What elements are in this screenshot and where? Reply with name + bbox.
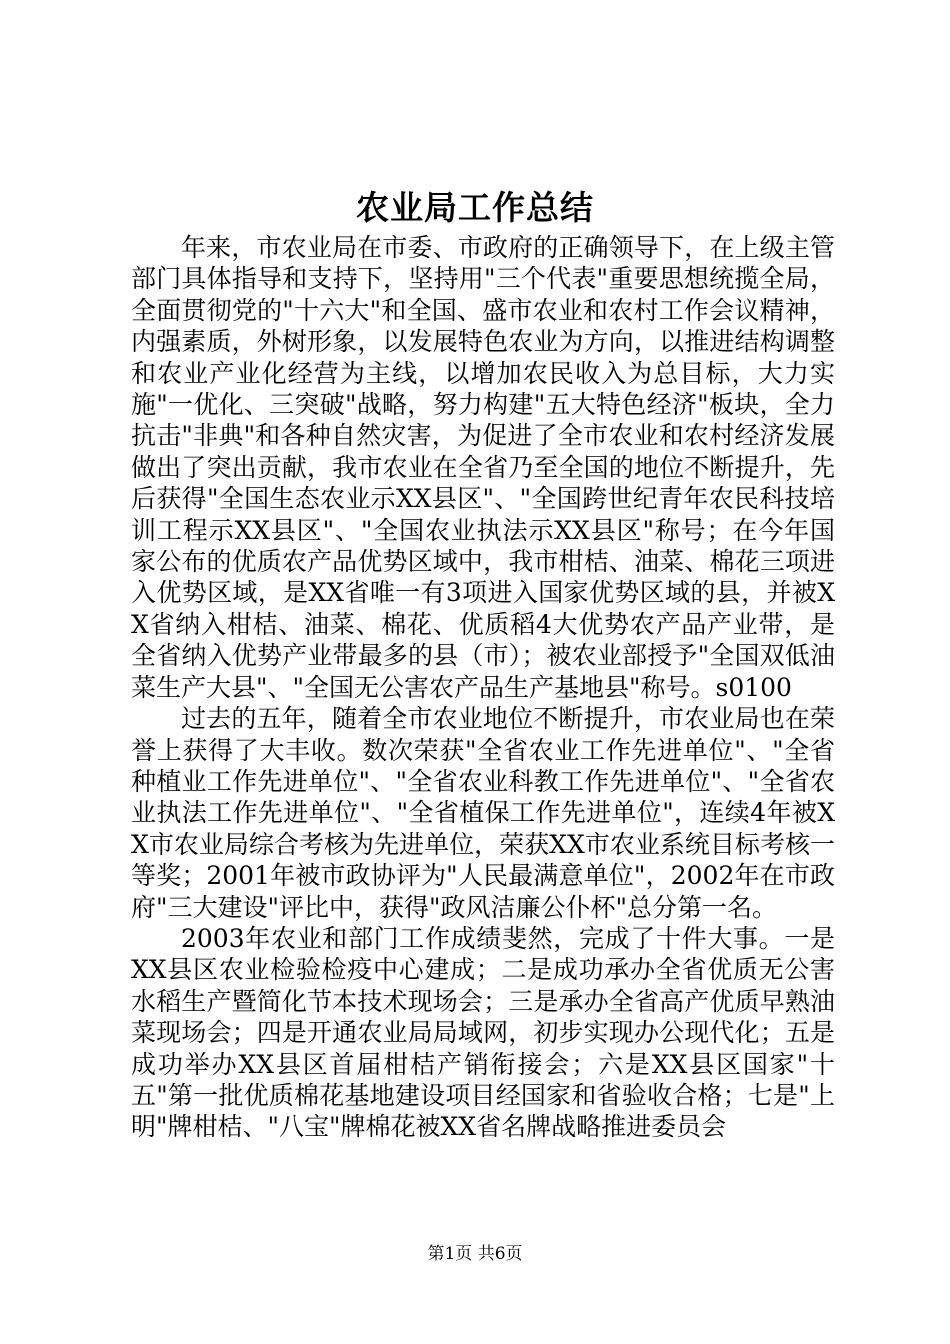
document-body: [131, 232, 835, 1143]
page-number-footer: 第1页 共6页: [427, 1244, 523, 1264]
paragraph-1: 年来，市农业局在市委、市政府的正确领导下，在上级主管部门具体指导和支持下，坚持用"三个代表"重要思想统揽全局，全面贯彻党的"十六大"和全国、盛市农业和农村工作会议精神，内强素质，外树形象，以发展特色农业为方向，以推进结构调整和农业产业化经营为主线，以增加农民收入为总目标，大力实施"一优化、三突破"战略，努力构建"五大特色经济"板块，全力抗击"非典"和各种自然灾害，为促进了全市农业和农村经济发展做出了突出贡献，我市农业在全省乃至全国的地位不断提升，先后获得"全国生态农业示XX县区"、"全国跨世纪青年农民科技培训工程示XX县区"、"全国农业执法示XX县区"称号；在今年国家公布的优质农产品优势区域中，我市柑桔、油菜、棉花三项进入优势区域，是XX省唯一有3项进入国家优势区域的县，并被XX省纳入柑桔、油菜、棉花、优质稻4大优势农产品产业带，是全省纳入优势产业带最多的县（市）；被农业部授予"全国双低油菜生产大县"、"全国无公害农产品生产基地县"称号。s0100: [131, 233, 835, 702]
paragraph-2: 过去的五年，随着全市农业地位不断提升，市农业局也在荣誉上获得了大丰收。数次荣获"全省农业工作先进单位"、"全省种植业工作先进单位"、"全省农业科教工作先进单位"、"全省农业执法工作先进单位"、"全省植保工作先进单位"，连续4年被XX市农业局综合考核为先进单位，荣获XX市农业系统目标考核一等奖；2001年被市政协评为"人民最满意单位"，2002年在市政府"三大建设"评比中，获得"政风洁廉公仆杯"总分第一名。: [131, 704, 835, 922]
document-title: 农业局工作总结: [356, 188, 594, 227]
paragraph-3: 2003年农业和部门工作成绩斐然，完成了十件大事。一是XX县区农业检验检疫中心建成；二是成功承办全省优质无公害水稻生产暨简化节本技术现场会；三是承办全省高产优质早熟油菜现场会；四是开通农业局局域网，初步实现办公现代化；五是成功举办XX县区首届柑桔产销衔接会；六是XX县区国家"十五"第一批优质棉花基地建设项目经国家和省验收合格；七是"上明"牌柑桔、"八宝"牌棉花被XX省名牌战略推进委员会: [131, 923, 835, 1142]
